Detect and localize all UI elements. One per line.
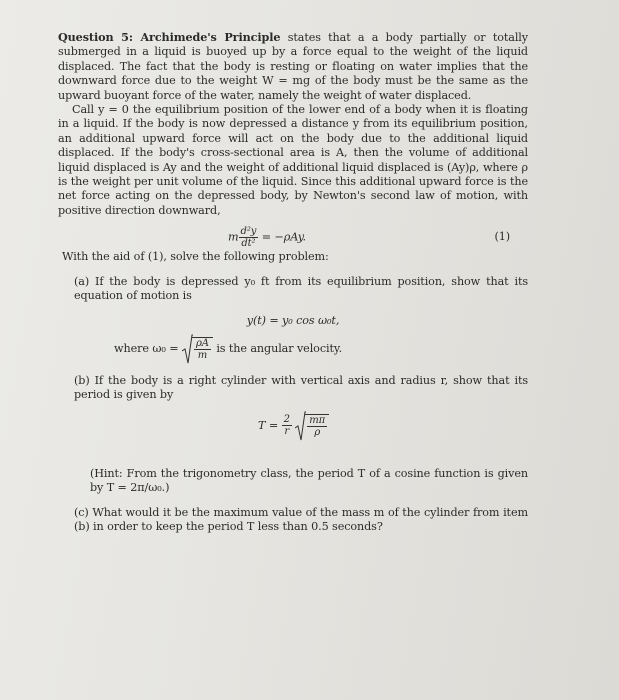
intro-paragraph [58,30,528,103]
omega-denominator: m [197,349,208,361]
eq1-rhs: = −ρAy. [261,230,306,244]
period-coefficient [282,414,292,437]
part-b [74,374,528,403]
part-a-label: (a) [74,274,90,288]
period-lhs: T = [258,418,279,432]
period-coef-num: 2 [283,414,290,426]
period-coef-den: r [284,426,290,438]
part-c-label: (c) [74,505,89,519]
part-a-equation: y(t) = y₀ cos ω₀t, [246,313,340,327]
question-title: Question 5: Archimede's Principle [58,30,281,44]
omega-numerator: ρA [195,337,209,349]
hint-text: (Hint: From the trigonometry class, the period T of a cosine function is given by T = 2π/ω₀.) [90,466,528,495]
part-a [74,275,528,304]
part-b-equation [258,411,528,441]
part-b-label: (b) [74,373,90,387]
part-c-text: What would it be the maximum value of the mass m of the cylinder from item (b) in order to keep the period T less than 0.5 seconds? [74,505,528,533]
equation-1-body [228,226,306,249]
question-sheet [58,30,528,534]
part-a-omega-definition [114,334,528,364]
omega-sqrt [182,334,213,364]
eq1-fraction [239,226,259,249]
period-rad-denominator: ρ [314,426,321,438]
omega-tail: is the angular velocity. [216,341,343,355]
eq1-mass: m [228,230,239,244]
period-sqrt [295,411,329,441]
second-paragraph: Call y = 0 the equilibrium position of the lower end of a body when it is floating in a liquid. If the body is now depressed a distance y from its equilibrium position, an additional upward force will act on the body due to the additional liquid displaced. If the body's cross-sectional area is A, then the volume of additional liquid displaced is Ay and the weight of additional liquid displaced is (Ay)ρ, where ρ is the weight per unit volume of the liquid. Since this additional upward force is the net force acting on the depressed body, by Newton's second law of motion, with positive direction downward, [58,103,528,217]
part-b-text: If the body is a right cylinder with vertical axis and radius r, show that its period is given by [74,373,528,402]
omega-where: where ω₀ = [114,341,179,355]
equation-1 [58,220,528,254]
period-rad-numerator: mπ [309,414,326,426]
part-c [74,506,528,535]
problem-prompt: With the aid of (1), solve the following problem: [62,250,329,264]
eq1-numerator: d²y [240,226,257,238]
part-a-text: If the body is depressed y₀ ft from its equilibrium position, show that its equation of motion is [74,274,528,303]
equation-1-number: (1) [494,230,510,244]
eq1-denominator: dt² [241,238,256,250]
intro-text: states that a a body partially or totally submerged in a liquid is buoyed up by a force equal to the weight of the liquid displaced. The fact that the body is resting or floating on water implies that the downward force due to the weight W = mg of the body must be the same as the upward buoyant force of the water, namely the weight of water displaced. [58,31,528,102]
